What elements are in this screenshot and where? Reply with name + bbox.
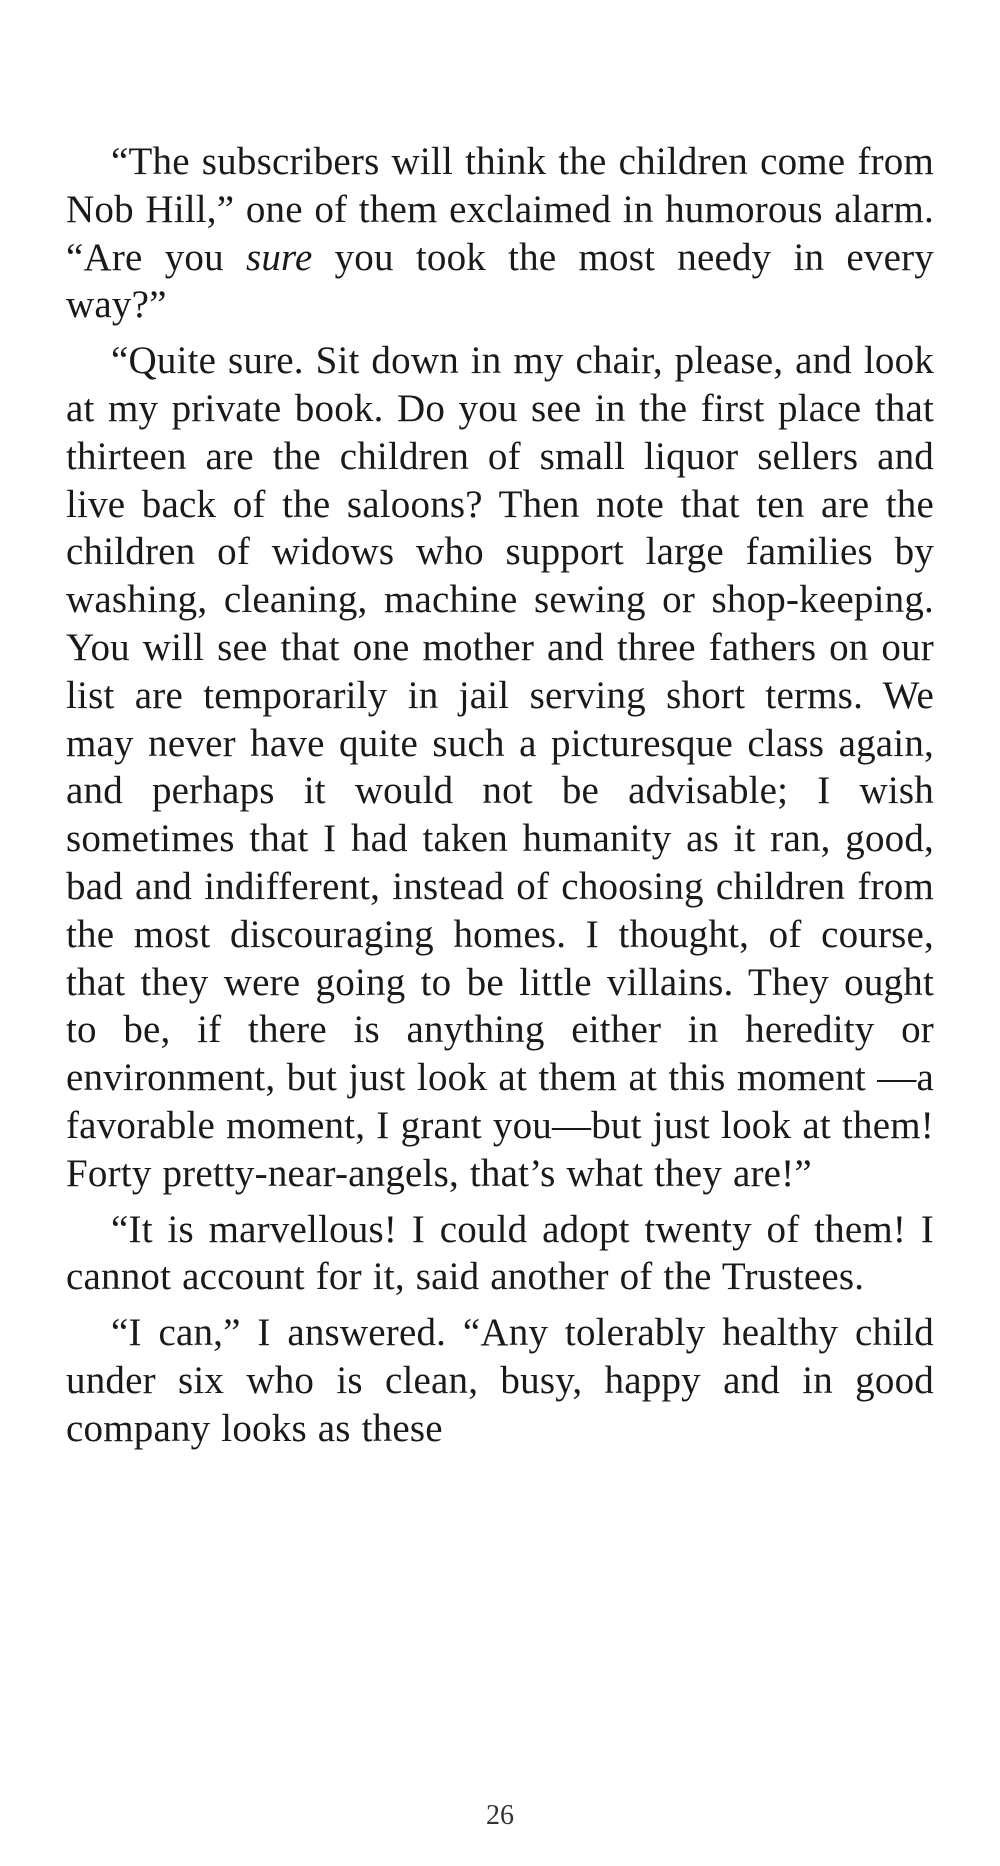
paragraph-3-text: “It is marvellous! I could adopt twenty of them! I cannot account for it, said another of the Trustees. [66,1207,934,1299]
paragraph-2 [66,337,934,1197]
paragraph-1-emphasis: sure [245,235,313,279]
paragraph-4 [66,1309,934,1452]
paragraph-4-text: “I can,” I answered. “Any tolerably healthy child under six who is clean, busy, happy and in good company looks as these [66,1311,934,1450]
book-page-text [66,138,934,1461]
paragraph-1 [66,138,934,329]
paragraph-1-text-after: you took the most needy in every way?” [66,235,934,327]
paragraph-3 [66,1206,934,1302]
paragraph-2-text: “Quite sure. Sit down in my chair, please, and look at my private book. Do you see in the first place that thirteen are the children of small liquor sellers and live back of the saloons? Then note that ten are the children of widows who support large families by washing, cleaning, machine sewing or shop-keeping. You will see that one mother and three fathers on our list are temporarily in jail serving short terms. We may never have quite such a picturesque class again, and perhaps it would not be advisable; I wish sometimes that I had taken humanity as it ran, good, bad and indifferent, instead of choosing children from the most discouraging homes. I thought, of course, that they were going to be little villains. They ought to be, if there is anything either in heredity or environment, but just look at them at this moment —a favorable moment, I grant you—but just look at them! Forty pretty-near-angels, that’s what they are!” [66,339,934,1195]
page-number: 26 [486,1800,514,1831]
paragraph-1-text-before: “The subscribers will think the children come from Nob Hill,” one of them exclaimed in humorous alarm. “Are you [66,140,934,279]
